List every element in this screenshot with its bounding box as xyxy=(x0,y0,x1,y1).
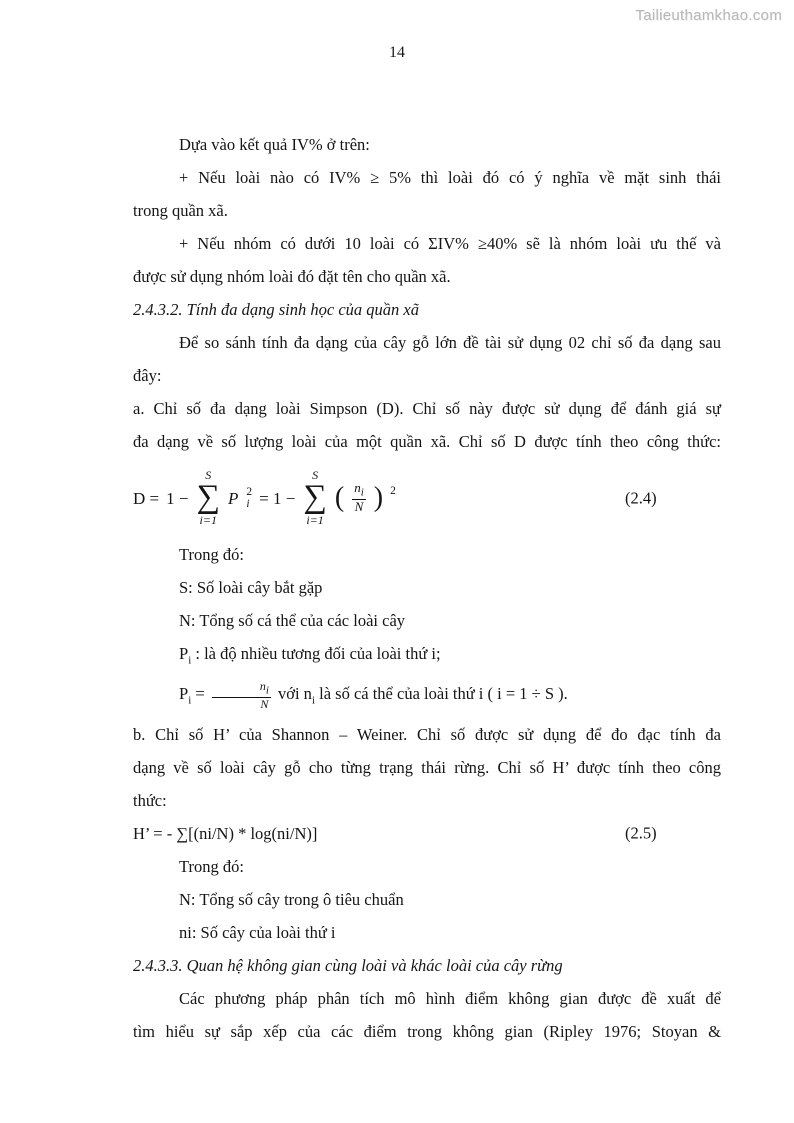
body-line: đây: xyxy=(133,366,162,385)
body-line: N: Tổng số cá thể của các loài cây xyxy=(179,611,406,630)
body-line: được sử dụng nhóm loài đó đặt tên cho quần xã. xyxy=(133,267,451,286)
definition-text: là số cá thể của loài thứ i ( i = 1 ÷ S ). xyxy=(315,684,568,704)
section-heading-2-4-3-2: 2.4.3.2. Tính đa dạng sinh học của quần xã xyxy=(133,300,419,319)
equation-mid: = 1 − xyxy=(259,488,296,508)
numerator: n xyxy=(354,479,361,495)
pi-definition-line xyxy=(133,637,721,677)
equation-2-5: H’ = - ∑[(ni/N) * log(ni/N)] xyxy=(133,823,318,843)
numerator-index: i xyxy=(265,684,269,697)
equals-sign: = xyxy=(191,684,209,704)
body-line: đa dạng về số lượng loài của một quần xã. Chỉ số D được tính theo công thức: xyxy=(133,432,721,451)
numerator: n xyxy=(259,679,266,694)
variable-p: P xyxy=(179,684,189,704)
body-line: thức: xyxy=(133,790,167,810)
definition-text: : là độ nhiều tương đối của loài thứ i; xyxy=(191,644,441,663)
section-heading-2-4-3-3: 2.4.3.3. Quan hệ không gian cùng loài và khác loài của cây rừng xyxy=(133,955,563,975)
equation-lhs: D = xyxy=(133,488,160,508)
body-line: Để so sánh tính đa dạng của cây gỗ lớn đề tài sử dụng 02 chỉ số đa dạng sau xyxy=(179,333,721,352)
body-line: Trong đó: xyxy=(179,856,244,876)
body-line: b. Chỉ số H’ của Shannon – Weiner. Chỉ số được sử dụng để đo đạc tính đa xyxy=(133,724,721,744)
sum-lower-limit: i=1 xyxy=(199,512,217,527)
page-number: 14 xyxy=(389,44,405,61)
equation-label-2-5: (2.5) xyxy=(625,823,657,843)
body-line: dạng về số loài cây gỗ cho từng trạng thái rừng. Chỉ số H’ được tính theo công xyxy=(133,757,721,777)
close-paren: ) xyxy=(373,482,384,513)
p-index: i xyxy=(246,498,250,510)
outer-exponent: 2 xyxy=(390,485,396,498)
open-paren: ( xyxy=(334,482,345,513)
document-body xyxy=(133,128,721,1048)
watermark: Tailieuthamkhao.com xyxy=(635,7,782,24)
body-line: trong quần xã. xyxy=(133,201,228,220)
definition-text: với n xyxy=(273,684,312,704)
body-line: + Nếu loài nào có IV% ≥ 5% thì loài đó có ý nghĩa về mặt sinh thái xyxy=(179,168,721,187)
body-line: + Nếu nhóm có dưới 10 loài có ΣIV% ≥40% sẽ là nhóm loài ưu thế và xyxy=(179,234,721,253)
fraction-ni-over-n xyxy=(352,481,366,515)
denominator: N xyxy=(354,499,364,515)
body-line: ni: Số cây của loài thứ i xyxy=(179,922,336,942)
fraction-ni-over-n xyxy=(212,680,271,711)
p-superscript-subscript xyxy=(246,486,252,510)
body-line: a. Chỉ số đa dạng loài Simpson (D). Chỉ số này được sử dụng để đánh giá sự xyxy=(133,399,721,418)
pi-formula-line xyxy=(133,677,721,717)
numerator-index: i xyxy=(360,486,364,499)
summation-symbol xyxy=(303,469,327,527)
summation-symbol xyxy=(196,469,220,527)
sum-lower-limit: i=1 xyxy=(306,512,324,527)
body-line: Các phương pháp phân tích mô hình điểm không gian được đề xuất để xyxy=(179,988,721,1008)
variable-p: P xyxy=(179,644,189,663)
formula-shannon-2-5 xyxy=(133,817,721,850)
n-index: i xyxy=(311,694,315,707)
sigma-glyph: ∑ xyxy=(303,479,327,516)
p-index: i xyxy=(188,694,192,707)
equation-label-2-4: (2.4) xyxy=(625,488,657,508)
denominator: N xyxy=(260,696,269,711)
equation-term: 1 − xyxy=(166,488,189,508)
sum-upper-limit: S xyxy=(312,468,319,483)
sigma-glyph: ∑ xyxy=(196,479,220,516)
body-line: Dựa vào kết quả IV% ở trên: xyxy=(179,135,370,154)
body-line: Trong đó: xyxy=(179,545,244,564)
formula-simpson-2-4 xyxy=(133,458,721,538)
body-line: N: Tổng số cây trong ô tiêu chuẩn xyxy=(179,889,404,909)
sum-upper-limit: S xyxy=(205,468,212,483)
p-exponent: 2 xyxy=(246,485,253,498)
body-line: tìm hiểu sự sắp xếp của các điểm trong không gian (Ripley 1976; Stoyan & xyxy=(133,1021,721,1041)
p-index: i xyxy=(188,654,192,667)
variable-p: P xyxy=(228,488,239,508)
body-line: S: Số loài cây bắt gặp xyxy=(179,578,323,597)
equation-2-4 xyxy=(133,469,396,527)
